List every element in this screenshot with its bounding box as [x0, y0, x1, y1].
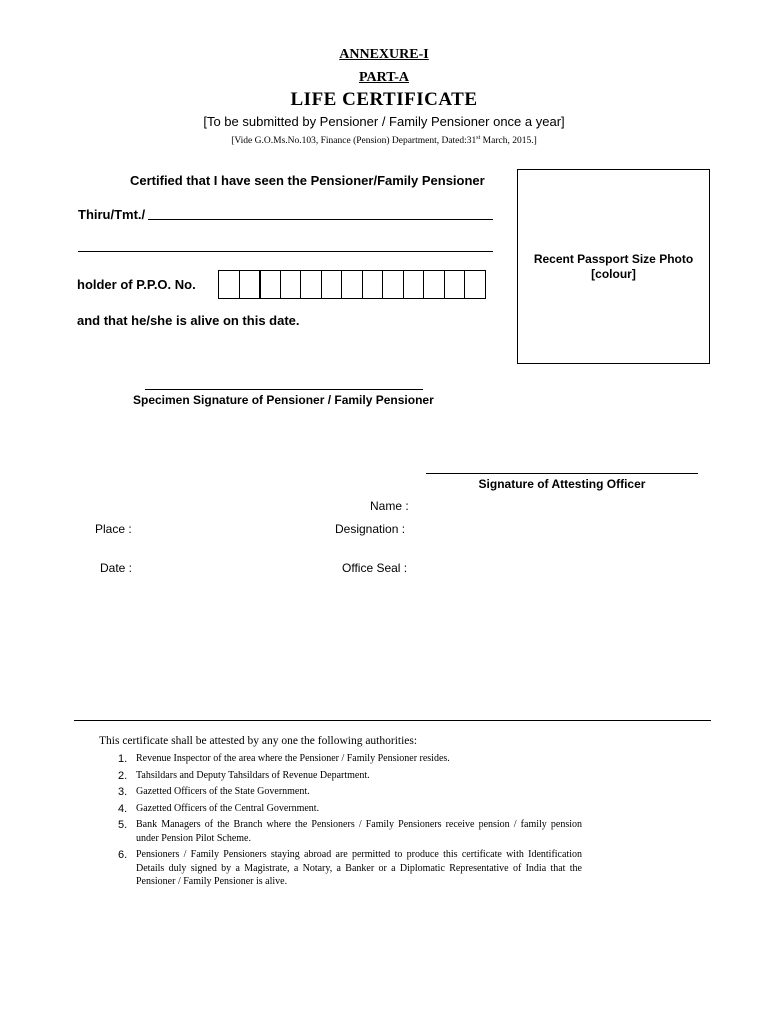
list-item	[118, 752, 582, 766]
ppo-digit-box[interactable]	[321, 270, 343, 299]
attesting-signature-label: Signature of Attesting Officer	[478, 477, 646, 491]
list-item	[118, 818, 582, 845]
ppo-digit-box[interactable]	[464, 270, 486, 299]
name-field-label: Name :	[370, 499, 409, 513]
vide-suffix: March, 2015.]	[480, 136, 537, 147]
list-item-text: Bank Managers of the Branch where the Pensioners / Family Pensioners receive pension / family pension under Pension Pilot Scheme.	[136, 819, 582, 844]
passport-photo-box[interactable]	[517, 169, 710, 364]
specimen-signature-label: Specimen Signature of Pensioner / Family Pensioner	[133, 393, 434, 407]
list-item-text: Pensioners / Family Pensioners staying abroad are permitted to produce this certificate with Identification Details duly signed by a Magistrate, a Notary, a Banker or a Diplomatic Representative of India that the Pensioner / Family Pensioner is alive.	[136, 849, 582, 887]
name-blank-line-2[interactable]	[78, 251, 493, 252]
ppo-digit-box[interactable]	[341, 270, 363, 299]
ppo-label: holder of P.P.O. No.	[77, 277, 196, 292]
alive-statement: and that he/she is alive on this date.	[77, 313, 300, 328]
ppo-digit-box[interactable]	[382, 270, 404, 299]
ppo-digit-box[interactable]	[300, 270, 322, 299]
list-item	[118, 769, 582, 783]
photo-instruction	[518, 252, 709, 282]
ppo-digit-box[interactable]	[280, 270, 302, 299]
name-blank-line-1[interactable]	[148, 219, 493, 220]
ppo-digit-box[interactable]	[218, 270, 240, 299]
list-item-number: 5.	[118, 819, 128, 831]
photo-line-1: Recent Passport Size Photo	[533, 252, 694, 266]
list-item-number: 4.	[118, 802, 128, 815]
attestation-authorities-list	[118, 752, 582, 892]
list-item	[118, 802, 582, 816]
photo-line-2: [colour]	[591, 267, 636, 281]
designation-field-label: Designation :	[335, 522, 406, 536]
list-item-number: 6.	[118, 849, 128, 861]
ppo-digit-box[interactable]	[239, 270, 261, 299]
thiru-label: Thiru/Tmt./	[78, 207, 146, 222]
attesting-signature-line[interactable]	[426, 473, 698, 474]
list-item	[118, 848, 582, 889]
list-item-number: 1.	[118, 753, 128, 765]
list-item-number: 3.	[118, 786, 128, 798]
vide-prefix: [Vide G.O.Ms.No.103, Finance (Pension) Department, Dated:31	[231, 136, 477, 147]
ppo-digit-box[interactable]	[423, 270, 445, 299]
list-item-text: Gazetted Officers of the State Government.	[136, 786, 310, 797]
ppo-digit-box[interactable]	[362, 270, 384, 299]
section-divider	[74, 720, 711, 721]
place-field-label: Place :	[95, 522, 132, 536]
office-seal-field-label: Office Seal :	[342, 561, 408, 575]
annexure-heading: ANNEXURE-I	[339, 47, 429, 62]
certified-statement: Certified that I have seen the Pensioner/Family Pensioner	[130, 173, 485, 188]
specimen-signature-line[interactable]	[145, 389, 423, 390]
page-subtitle: [To be submitted by Pensioner / Family Pensioner once a year]	[203, 114, 565, 129]
ppo-number-boxes[interactable]	[219, 270, 486, 299]
vide-superscript: st	[476, 135, 481, 141]
government-order-reference	[0, 135, 768, 146]
list-item	[118, 785, 582, 799]
attestation-authorities-intro: This certificate shall be attested by any one the following authorities:	[99, 735, 418, 747]
list-item-text: Revenue Inspector of the area where the Pensioner / Family Pensioner resides.	[136, 753, 450, 764]
page-title: LIFE CERTIFICATE	[290, 89, 478, 110]
list-item-text: Tahsildars and Deputy Tahsildars of Revenue Department.	[136, 769, 370, 781]
list-item-number: 2.	[118, 769, 128, 782]
ppo-digit-box[interactable]	[444, 270, 466, 299]
part-heading: PART-A	[358, 70, 410, 85]
list-item-text: Gazetted Officers of the Central Government.	[136, 802, 320, 814]
date-field-label: Date :	[100, 561, 133, 575]
ppo-digit-box[interactable]	[259, 270, 281, 299]
ppo-digit-box[interactable]	[403, 270, 425, 299]
